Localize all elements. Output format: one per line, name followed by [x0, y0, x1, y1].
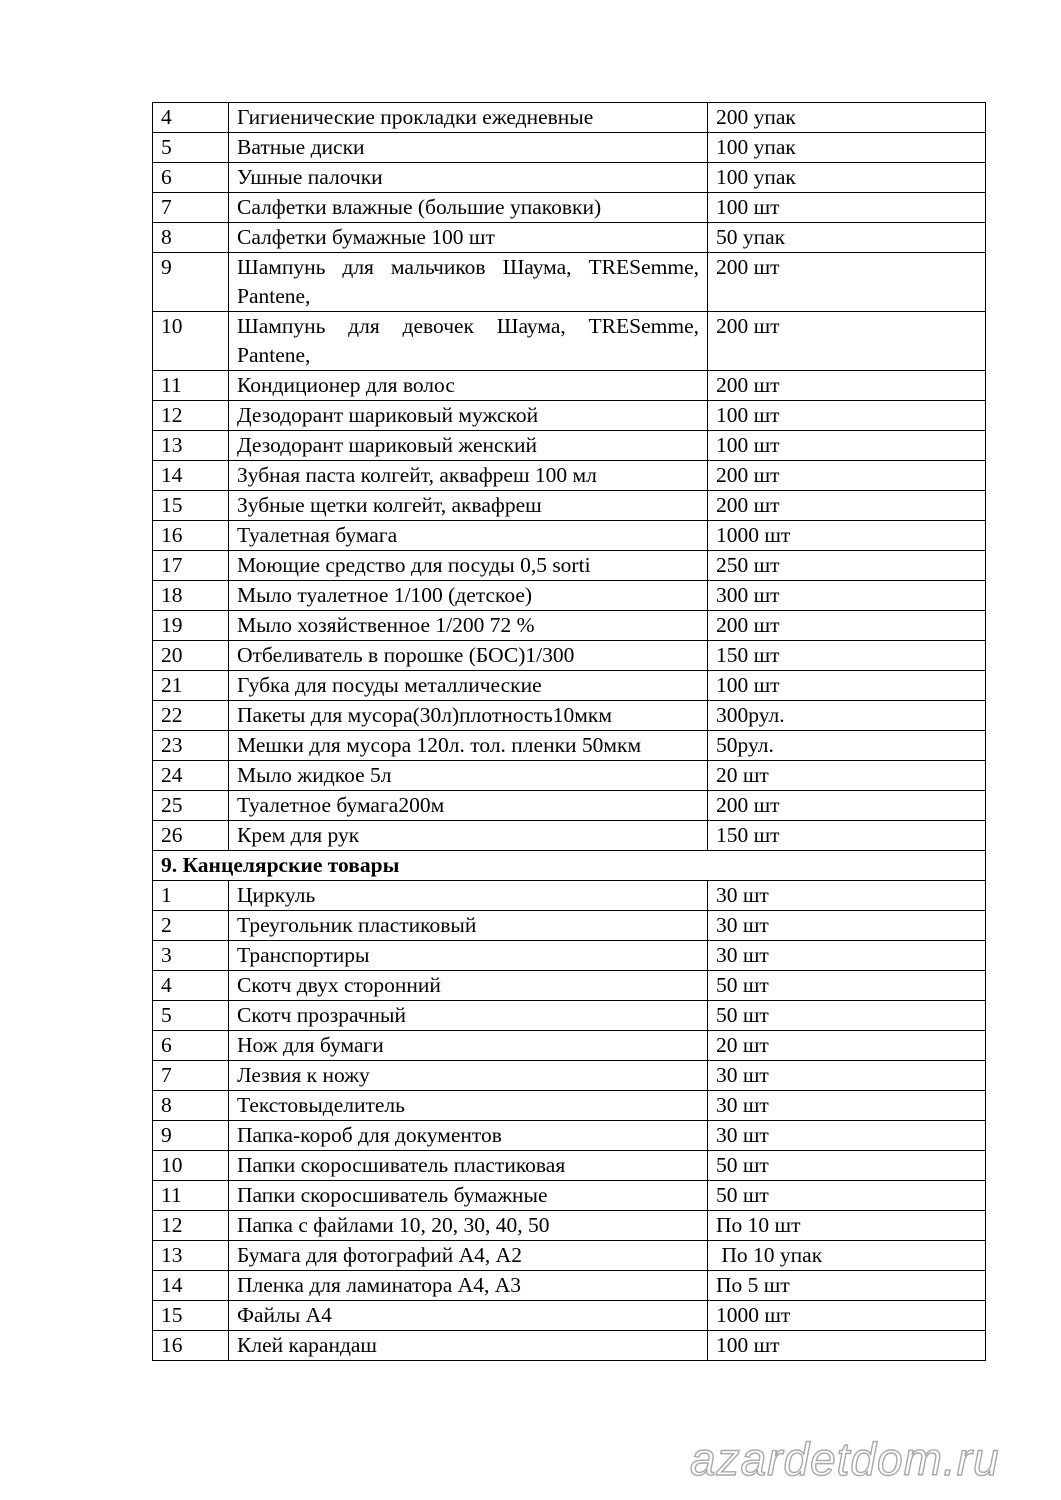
item-name: Ушные палочки: [229, 163, 708, 193]
row-number: 5: [153, 1001, 229, 1031]
item-quantity: 1000 шт: [708, 521, 986, 551]
row-number: 4: [153, 103, 229, 133]
row-number: 19: [153, 611, 229, 641]
item-name: Гигиенические прокладки ежедневные: [229, 103, 708, 133]
item-name: Салфетки влажные (большие упаковки): [229, 193, 708, 223]
row-number: 26: [153, 821, 229, 851]
row-number: 5: [153, 133, 229, 163]
item-name: Файлы А4: [229, 1301, 708, 1331]
row-number: 6: [153, 1031, 229, 1061]
row-number: 12: [153, 401, 229, 431]
row-number: 9: [153, 253, 229, 312]
item-quantity: 1000 шт: [708, 1301, 986, 1331]
table-row: [153, 1061, 986, 1091]
item-name: Туалетная бумага: [229, 521, 708, 551]
item-quantity: 200 упак: [708, 103, 986, 133]
row-number: 22: [153, 701, 229, 731]
row-number: 6: [153, 163, 229, 193]
item-name: Мешки для мусора 120л. тол. пленки 50мкм: [229, 731, 708, 761]
item-name: Папка-короб для документов: [229, 1121, 708, 1151]
row-number: 12: [153, 1211, 229, 1241]
table-row: [153, 401, 986, 431]
row-number: 23: [153, 731, 229, 761]
row-number: 8: [153, 1091, 229, 1121]
row-number: 11: [153, 1181, 229, 1211]
row-number: 21: [153, 671, 229, 701]
item-quantity: 150 шт: [708, 821, 986, 851]
item-name: Скотч прозрачный: [229, 1001, 708, 1031]
table-row: [153, 371, 986, 401]
table-row: [153, 1031, 986, 1061]
item-name: Отбеливатель в порошке (БОС)1/300: [229, 641, 708, 671]
item-quantity: 50 шт: [708, 1001, 986, 1031]
item-name: Скотч двух сторонний: [229, 971, 708, 1001]
item-quantity: 20 шт: [708, 1031, 986, 1061]
table-row: [153, 821, 986, 851]
item-name: Нож для бумаги: [229, 1031, 708, 1061]
item-quantity: 50 шт: [708, 1181, 986, 1211]
item-quantity: 30 шт: [708, 911, 986, 941]
item-quantity: 30 шт: [708, 941, 986, 971]
item-name: Туалетное бумага200м: [229, 791, 708, 821]
table-row: [153, 1301, 986, 1331]
table-row: [153, 731, 986, 761]
section-row: [153, 851, 986, 881]
table-row: [153, 521, 986, 551]
section-title: 9. Канцелярские товары: [153, 851, 986, 881]
item-name: Мыло хозяйственное 1/200 72 %: [229, 611, 708, 641]
table-body-stationery: [153, 881, 986, 1361]
item-name: Губка для посуды металлические: [229, 671, 708, 701]
item-quantity: 100 шт: [708, 1331, 986, 1361]
item-quantity: 200 шт: [708, 491, 986, 521]
table-row: [153, 761, 986, 791]
item-quantity: 200 шт: [708, 461, 986, 491]
table-row: [153, 1091, 986, 1121]
item-name: Ватные диски: [229, 133, 708, 163]
item-quantity: 150 шт: [708, 641, 986, 671]
item-quantity: 50 шт: [708, 971, 986, 1001]
item-quantity: 100 упак: [708, 133, 986, 163]
table-row: [153, 671, 986, 701]
item-name: Пленка для ламинатора А4, А3: [229, 1271, 708, 1301]
row-number: 15: [153, 491, 229, 521]
table-row: [153, 551, 986, 581]
row-number: 7: [153, 1061, 229, 1091]
item-quantity: 30 шт: [708, 1121, 986, 1151]
table-row: [153, 193, 986, 223]
item-name: Папка с файлами 10, 20, 30, 40, 50: [229, 1211, 708, 1241]
table-row: [153, 312, 986, 371]
item-name: Дезодорант шариковый мужской: [229, 401, 708, 431]
table-row: [153, 223, 986, 253]
item-name: Шампунь для мальчиков Шаума, TRESemme, Pantene,: [229, 253, 708, 312]
table-row: [153, 1331, 986, 1361]
row-number: 16: [153, 1331, 229, 1361]
table-row: [153, 1121, 986, 1151]
item-name: Транспортиры: [229, 941, 708, 971]
item-name: Бумага для фотографий А4, А2: [229, 1241, 708, 1271]
row-number: 20: [153, 641, 229, 671]
table-row: [153, 1211, 986, 1241]
item-quantity: 20 шт: [708, 761, 986, 791]
item-name: Текстовыделитель: [229, 1091, 708, 1121]
table-row: [153, 911, 986, 941]
item-name: Шампунь для девочек Шаума, TRESemme, Pantene,: [229, 312, 708, 371]
table-row: [153, 641, 986, 671]
row-number: 14: [153, 461, 229, 491]
table-row: [153, 1151, 986, 1181]
row-number: 16: [153, 521, 229, 551]
table-body-hygiene: [153, 103, 986, 851]
item-name: Мыло жидкое 5л: [229, 761, 708, 791]
item-quantity: 50 шт: [708, 1151, 986, 1181]
item-name: Циркуль: [229, 881, 708, 911]
table-row: [153, 253, 986, 312]
item-quantity: 100 шт: [708, 401, 986, 431]
table-row: [153, 1241, 986, 1271]
item-name: Зубная паста колгейт, аквафреш 100 мл: [229, 461, 708, 491]
item-quantity: 100 шт: [708, 671, 986, 701]
item-name: Крем для рук: [229, 821, 708, 851]
item-name: Клей карандаш: [229, 1331, 708, 1361]
item-quantity: 30 шт: [708, 1091, 986, 1121]
item-quantity: 200 шт: [708, 791, 986, 821]
table-row: [153, 971, 986, 1001]
item-quantity: 100 упак: [708, 163, 986, 193]
row-number: 15: [153, 1301, 229, 1331]
item-quantity: 250 шт: [708, 551, 986, 581]
table-row: [153, 1001, 986, 1031]
item-quantity: По 5 шт: [708, 1271, 986, 1301]
item-quantity: 30 шт: [708, 1061, 986, 1091]
row-number: 2: [153, 911, 229, 941]
item-quantity: 100 шт: [708, 193, 986, 223]
item-quantity: 50рул.: [708, 731, 986, 761]
row-number: 1: [153, 881, 229, 911]
item-name: Моющие средство для посуды 0,5 sorti: [229, 551, 708, 581]
item-name: Салфетки бумажные 100 шт: [229, 223, 708, 253]
item-name: Дезодорант шариковый женский: [229, 431, 708, 461]
row-number: 10: [153, 312, 229, 371]
table-row: [153, 941, 986, 971]
item-name: Треугольник пластиковый: [229, 911, 708, 941]
item-quantity: 200 шт: [708, 253, 986, 312]
row-number: 18: [153, 581, 229, 611]
table-row: [153, 431, 986, 461]
item-quantity: 300 шт: [708, 581, 986, 611]
row-number: 13: [153, 1241, 229, 1271]
item-quantity: 200 шт: [708, 371, 986, 401]
table-row: [153, 1271, 986, 1301]
row-number: 3: [153, 941, 229, 971]
table-row: [153, 163, 986, 193]
item-name: Лезвия к ножу: [229, 1061, 708, 1091]
row-number: 8: [153, 223, 229, 253]
row-number: 9: [153, 1121, 229, 1151]
row-number: 14: [153, 1271, 229, 1301]
row-number: 17: [153, 551, 229, 581]
row-number: 13: [153, 431, 229, 461]
item-name: Папки скоросшиватель бумажные: [229, 1181, 708, 1211]
row-number: 4: [153, 971, 229, 1001]
item-name: Папки скоросшиватель пластиковая: [229, 1151, 708, 1181]
watermark: azardetdom.ru: [690, 1433, 1000, 1485]
row-number: 25: [153, 791, 229, 821]
table-section-header: [153, 851, 986, 881]
table-row: [153, 491, 986, 521]
row-number: 24: [153, 761, 229, 791]
table-row: [153, 581, 986, 611]
table-row: [153, 791, 986, 821]
item-quantity: По 10 упак: [708, 1241, 986, 1271]
item-name: Пакеты для мусора(30л)плотность10мкм: [229, 701, 708, 731]
table-row: [153, 461, 986, 491]
item-quantity: 100 шт: [708, 431, 986, 461]
item-name: Зубные щетки колгейт, аквафреш: [229, 491, 708, 521]
item-quantity: 30 шт: [708, 881, 986, 911]
inventory-table: [152, 102, 986, 1361]
table-row: [153, 611, 986, 641]
item-name: Кондиционер для волос: [229, 371, 708, 401]
table-row: [153, 1181, 986, 1211]
item-quantity: 200 шт: [708, 312, 986, 371]
row-number: 11: [153, 371, 229, 401]
table-row: [153, 701, 986, 731]
table-row: [153, 133, 986, 163]
item-quantity: По 10 шт: [708, 1211, 986, 1241]
item-quantity: 50 упак: [708, 223, 986, 253]
table-row: [153, 881, 986, 911]
table-row: [153, 103, 986, 133]
row-number: 10: [153, 1151, 229, 1181]
item-quantity: 300рул.: [708, 701, 986, 731]
item-quantity: 200 шт: [708, 611, 986, 641]
row-number: 7: [153, 193, 229, 223]
item-name: Мыло туалетное 1/100 (детское): [229, 581, 708, 611]
